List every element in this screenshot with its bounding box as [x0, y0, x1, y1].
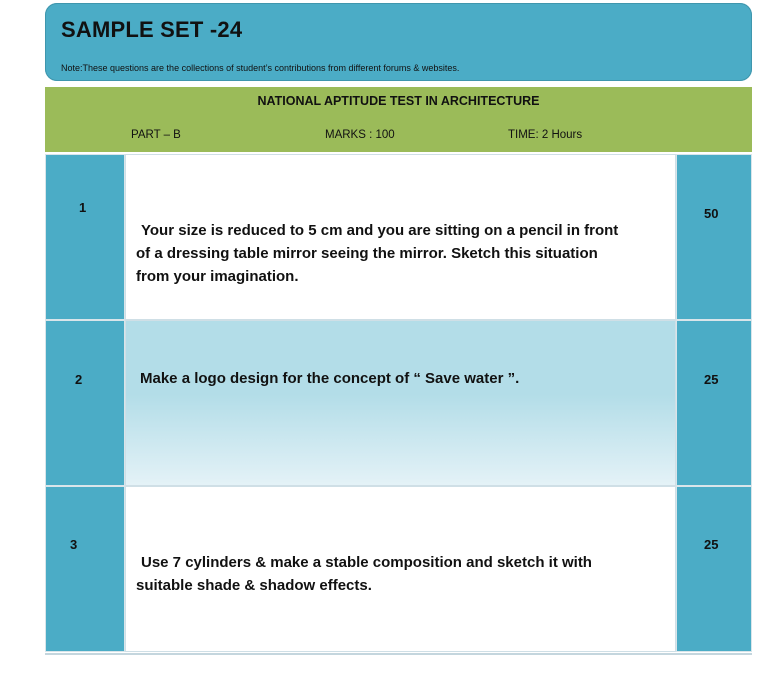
question-number-cell — [45, 486, 125, 652]
question-number-cell — [45, 154, 125, 320]
exam-marks: MARKS : 100 — [325, 129, 395, 141]
note-text: Note:These questions are the collections of student’s contributions from different forums & websites. — [61, 63, 460, 73]
exam-info-band — [45, 87, 752, 152]
question-number-cell — [45, 320, 125, 486]
question-marks: 50 — [704, 206, 719, 221]
question-marks-cell — [676, 154, 752, 320]
question-line: suitable shade & shadow effects. — [136, 577, 372, 594]
question-number: 3 — [70, 537, 78, 552]
bottom-divider — [45, 653, 752, 655]
question-line: Make a logo design for the concept of “ Save water ”. — [140, 370, 520, 387]
page-title: SAMPLE SET -24 — [61, 17, 243, 42]
question-text — [140, 367, 519, 390]
question-text — [136, 551, 592, 597]
exam-time: TIME: 2 Hours — [508, 129, 583, 141]
exam-title: NATIONAL APTITUDE TEST IN ARCHITECTURE — [257, 94, 540, 108]
question-row — [45, 320, 752, 486]
question-line: Your size is reduced to 5 cm and you are sitting on a pencil in front — [141, 222, 619, 239]
question-marks: 25 — [704, 372, 719, 387]
question-number: 2 — [75, 372, 83, 387]
question-marks-cell — [676, 486, 752, 652]
question-row — [45, 486, 752, 653]
question-text-cell — [125, 486, 676, 652]
question-text — [136, 219, 618, 288]
question-line: Use 7 cylinders & make a stable composition and sketch it with — [141, 554, 592, 571]
exam-part: PART – B — [131, 129, 181, 141]
question-text-cell — [125, 320, 676, 486]
question-number: 1 — [79, 200, 87, 215]
question-text-cell — [125, 154, 676, 320]
question-line: from your imagination. — [136, 268, 299, 285]
header-banner — [45, 3, 752, 81]
question-marks-cell — [676, 320, 752, 486]
question-line: of a dressing table mirror seeing the mirror. Sketch this situation — [136, 245, 598, 262]
question-row — [45, 154, 752, 320]
question-marks: 25 — [704, 537, 719, 552]
